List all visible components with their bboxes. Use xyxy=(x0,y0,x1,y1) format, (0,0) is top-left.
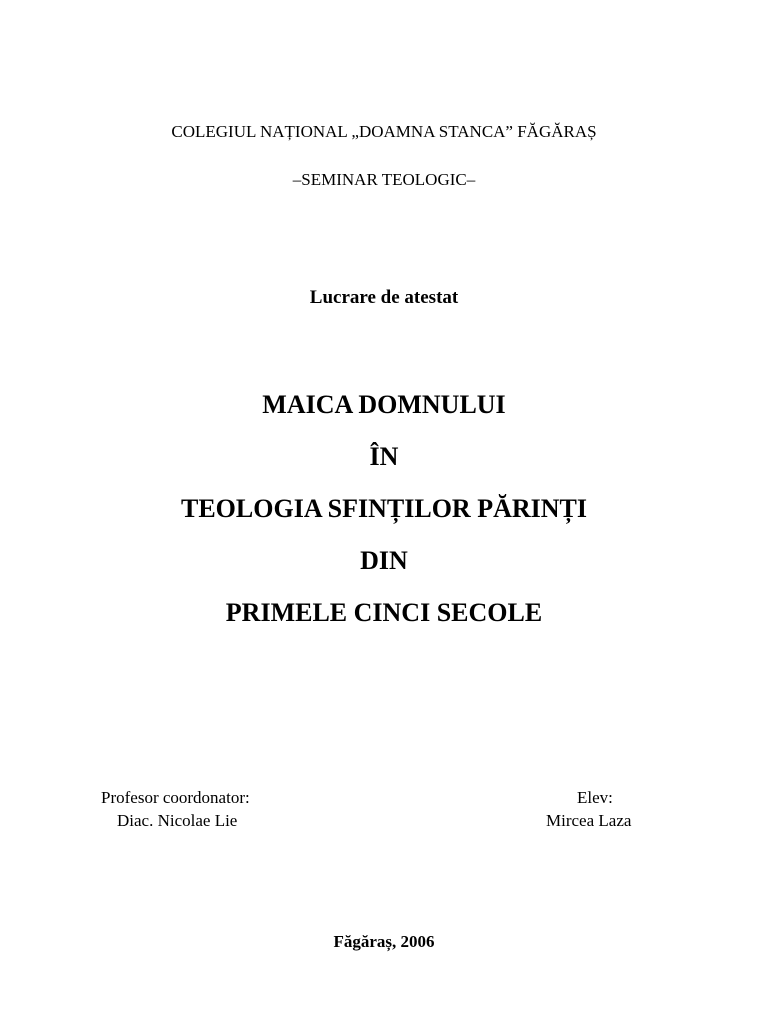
title-line-3: TEOLOGIA SFINȚILOR PĂRINȚI xyxy=(181,494,587,523)
work-type-heading: Lucrare de atestat xyxy=(309,287,459,308)
place-and-date: Făgăraș, 2006 xyxy=(333,932,435,951)
title-line-5: PRIMELE CINCI SECOLE xyxy=(225,598,543,627)
seminar-subtitle: –SEMINAR TEOLOGIC– xyxy=(292,170,476,189)
institution-name: COLEGIUL NAȚIONAL „DOAMNA STANCA” FĂGĂRAȘ xyxy=(171,122,597,141)
coordinator-name: Diac. Nicolae Lie xyxy=(117,811,238,830)
coordinator-label: Profesor coordonator: xyxy=(101,788,250,807)
student-label: Elev: xyxy=(577,788,613,807)
title-line-2: ÎN xyxy=(369,442,399,471)
title-line-4: DIN xyxy=(360,546,408,575)
title-line-1: MAICA DOMNULUI xyxy=(262,390,506,419)
student-name: Mircea Laza xyxy=(546,811,632,830)
